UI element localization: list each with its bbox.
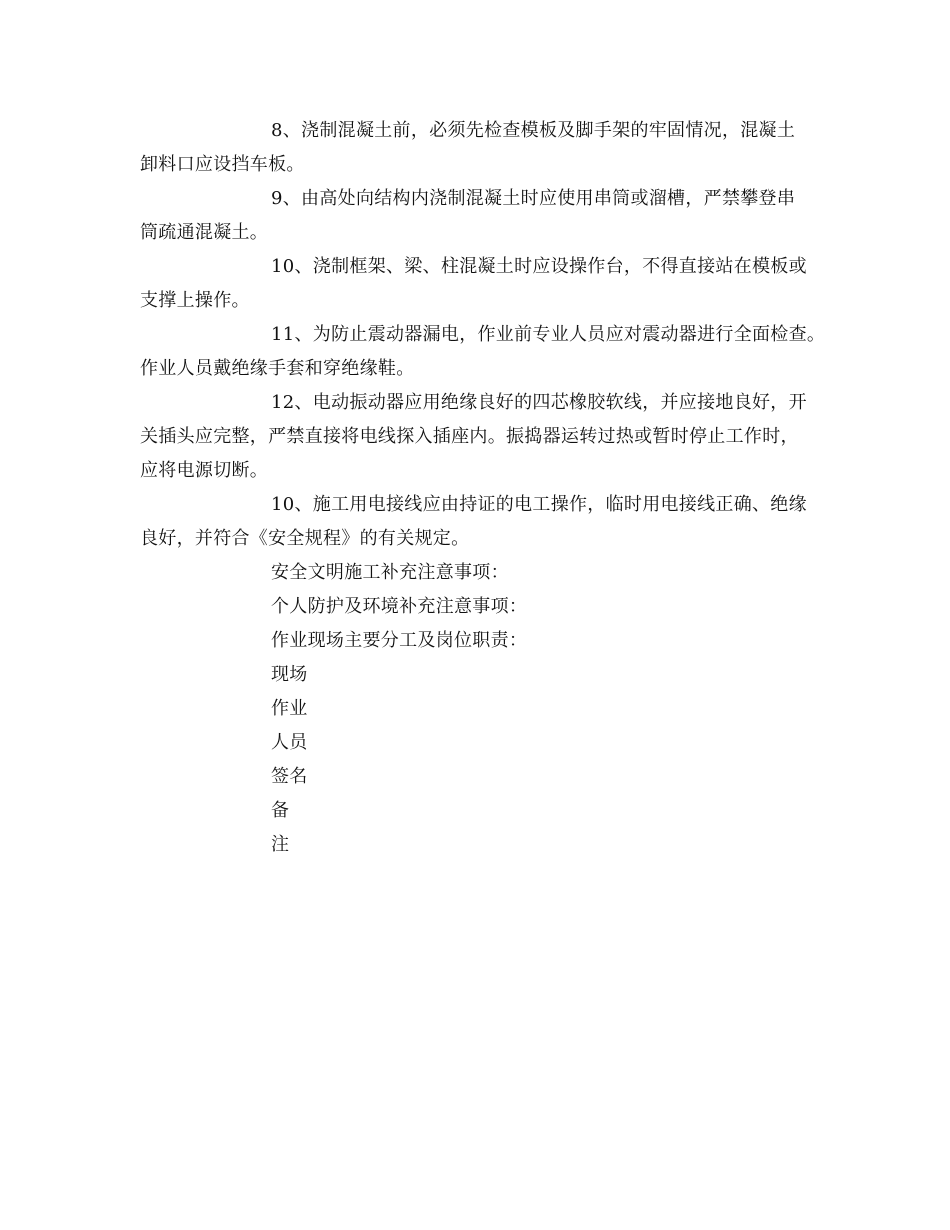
remarks-label-line-1: 备 — [271, 800, 290, 821]
remarks-label-line-2: 注 — [271, 834, 290, 855]
division-of-duties-heading: 作业现场主要分工及岗位职责： — [271, 630, 528, 651]
paragraph-10b-line-2: 良好，并符合《安全规程》的有关规定。 — [140, 528, 470, 549]
safety-notes-heading: 安全文明施工补充注意事项： — [271, 562, 509, 583]
paragraph-12-line-1: 12、电动振动器应用绝缘良好的四芯橡胶软线，并应接地良好，开 — [271, 392, 807, 413]
personal-protection-heading: 个人防护及环境补充注意事项： — [271, 596, 528, 617]
document-body — [140, 114, 830, 862]
paragraph-11-line-2: 作业人员戴绝缘手套和穿绝缘鞋。 — [140, 358, 415, 379]
paragraph-8-line-1: 8、浇制混凝土前，必须先检查模板及脚手架的牢固情况，混凝土 — [271, 120, 796, 141]
paragraph-11-line-1: 11、为防止震动器漏电，作业前专业人员应对震动器进行全面检查。 — [271, 324, 826, 345]
paragraph-10-line-1: 10、浇制框架、梁、柱混凝土时应设操作台，不得直接站在模板或 — [271, 256, 807, 277]
paragraph-8-line-2: 卸料口应设挡车板。 — [140, 154, 305, 175]
signature-label-line-3: 人员 — [271, 732, 308, 753]
paragraph-10b-line-1: 10、施工用电接线应由持证的电工操作，临时用电接线正确、绝缘 — [271, 494, 807, 515]
paragraph-12-line-2: 关插头应完整，严禁直接将电线探入插座内。振捣器运转过热或暂时停止工作时， — [140, 426, 799, 447]
signature-label-line-1: 现场 — [271, 664, 308, 685]
paragraph-12-line-3: 应将电源切断。 — [140, 460, 269, 481]
paragraph-9-line-1: 9、由高处向结构内浇制混凝土时应使用串筒或溜槽，严禁攀登串 — [271, 188, 796, 209]
paragraph-10-line-2: 支撑上操作。 — [140, 290, 250, 311]
paragraph-9-line-2: 筒疏通混凝土。 — [140, 222, 269, 243]
signature-label-line-4: 签名 — [271, 766, 308, 787]
signature-label-line-2: 作业 — [271, 698, 308, 719]
